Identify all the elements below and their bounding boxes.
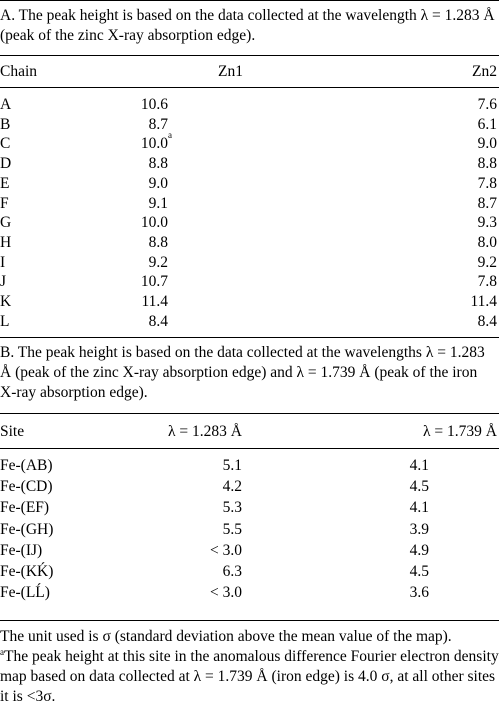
cell-lambda-1283: 5.1 <box>222 457 242 474</box>
header-lambda-1739: λ = 1.739 Å <box>423 423 497 440</box>
table-a-header <box>0 62 499 81</box>
footnote-a-text: The peak height at this site in the anomalous difference Fourier electron density map based on data collected at λ = 1.739 Å (iron edge) is 4.0 σ, at all other sites it is <3σ. <box>0 648 499 705</box>
cell-site: Fe-(CD) <box>0 478 53 496</box>
table-a-top-rule <box>0 0 499 1</box>
cell-zn1-value: 10.0 <box>140 135 168 153</box>
header-site: Site <box>0 423 25 440</box>
table-row <box>0 312 499 331</box>
cell-zn2: 7.8 <box>477 174 497 192</box>
table-row <box>0 174 499 193</box>
cell-chain: C <box>0 135 11 153</box>
cell-zn2: 6.1 <box>477 115 497 133</box>
table-row <box>0 272 499 291</box>
cell-lambda-1283: 4.2 <box>222 478 242 496</box>
cell-site: Fe-(LĹ) <box>0 584 50 602</box>
table-a-header-rule <box>0 87 499 88</box>
table-row <box>0 194 499 213</box>
header-zn1: Zn1 <box>218 63 243 80</box>
table-row <box>0 456 499 475</box>
header-zn2: Zn2 <box>472 63 497 80</box>
cell-site: Fe-(IJ) <box>0 541 43 559</box>
cell-zn1-value: 9.2 <box>148 253 168 271</box>
cell-zn1-value: 8.8 <box>148 233 168 251</box>
cell-zn1-value: 8.8 <box>148 155 168 173</box>
cell-zn2: 8.0 <box>477 233 497 251</box>
cell-zn1 <box>141 95 168 114</box>
cell-zn1-value: 11.4 <box>141 293 168 310</box>
cell-site: Fe-(GH) <box>0 520 54 538</box>
cell-zn1-value: 10.6 <box>140 96 168 113</box>
table-b-caption-rule <box>0 413 499 414</box>
table-row <box>0 130 499 153</box>
cell-chain: B <box>0 115 11 133</box>
table-b-caption: B. The peak height is based on the data collected at the wavelengths λ = 1.283 Å (peak of the zinc X-ray absorption edge) and λ = 1.739 Å (peak of the iron X-ray absorption edge). <box>0 344 485 401</box>
header-chain: Chain <box>0 63 38 80</box>
cell-zn1-value: 8.4 <box>148 312 168 330</box>
table-row <box>0 477 499 496</box>
table-row <box>0 292 499 311</box>
cell-chain: E <box>0 174 10 192</box>
footnote-a-marker: a <box>0 647 4 657</box>
table-a-caption-rule <box>0 55 499 56</box>
cell-site: Fe-(EF) <box>0 499 50 517</box>
table-row <box>0 213 499 232</box>
table-b-header-rule <box>0 448 499 449</box>
table-b-bottom-rule <box>0 620 499 621</box>
cell-zn2: 8.7 <box>477 194 497 212</box>
cell-zn1 <box>141 272 168 291</box>
cell-chain: K <box>0 293 12 310</box>
cell-zn2: 9.2 <box>477 253 497 271</box>
cell-lambda-1283: < 3.0 <box>210 541 242 559</box>
table-row <box>0 115 499 134</box>
footnote-unit: The unit used is σ (standard deviation above the mean value of the map). <box>0 628 452 645</box>
cell-chain: L <box>0 312 10 330</box>
cell-chain: J <box>0 273 7 291</box>
cell-zn2: 8.8 <box>477 155 497 173</box>
table-b-header <box>0 422 499 441</box>
cell-zn1 <box>149 233 168 252</box>
cell-zn2: 9.0 <box>477 135 497 153</box>
cell-lambda-1739: 3.6 <box>409 584 429 602</box>
cell-lambda-1283: 6.3 <box>222 563 242 580</box>
cell-zn1 <box>149 115 168 134</box>
cell-site: Fe-(AB) <box>0 457 53 474</box>
cell-lambda-1739: 4.5 <box>409 563 429 580</box>
cell-lambda-1283: 5.5 <box>222 520 242 538</box>
cell-chain: A <box>0 96 12 113</box>
cell-zn1 <box>149 154 168 173</box>
footnote-a <box>0 647 499 707</box>
table-row <box>0 583 499 602</box>
cell-zn1-value: 10.0 <box>140 214 168 232</box>
cell-zn1 <box>141 292 168 311</box>
cell-zn1-value: 10.7 <box>140 273 168 291</box>
cell-zn1-value: 9.1 <box>148 194 168 212</box>
table-row <box>0 253 499 272</box>
cell-zn1-value: 9.0 <box>148 174 168 192</box>
cell-zn1-value: 8.7 <box>148 115 168 133</box>
cell-chain: D <box>0 155 12 173</box>
cell-lambda-1739: 4.9 <box>409 541 429 559</box>
cell-chain: H <box>0 233 12 251</box>
cell-zn1 <box>149 253 168 272</box>
cell-chain: I <box>0 253 6 271</box>
cell-zn2: 11.4 <box>470 293 497 310</box>
cell-zn2: 9.3 <box>477 214 497 232</box>
cell-lambda-1283: 5.3 <box>222 499 242 517</box>
cell-lambda-1739: 4.5 <box>409 478 429 496</box>
table-row <box>0 95 499 114</box>
cell-lambda-1739: 4.1 <box>409 499 429 517</box>
cell-zn2: 7.8 <box>477 273 497 291</box>
table-row <box>0 541 499 560</box>
table-row <box>0 520 499 539</box>
table-row <box>0 498 499 517</box>
cell-zn1 <box>149 194 168 213</box>
cell-site: Fe-(KḰ) <box>0 563 54 580</box>
cell-zn2: 8.4 <box>477 312 497 330</box>
cell-lambda-1739: 4.1 <box>409 457 429 474</box>
cell-zn1: 10.0 a <box>140 130 172 153</box>
cell-chain: G <box>0 214 12 232</box>
table-row <box>0 154 499 173</box>
header-lambda-1283: λ = 1.283 Å <box>168 423 242 440</box>
cell-lambda-1283: < 3.0 <box>210 584 242 602</box>
cell-zn2: 7.6 <box>477 96 497 113</box>
table-row <box>0 233 499 252</box>
cell-zn1 <box>149 312 168 331</box>
cell-lambda-1739: 3.9 <box>409 520 429 538</box>
cell-zn1 <box>141 213 168 232</box>
table-a-caption: A. The peak height is based on the data collected at the wavelength λ = 1.283 Å (peak of the zinc X-ray absorption edge). <box>0 7 495 44</box>
cell-chain: F <box>0 194 9 212</box>
table-a-bottom-rule <box>0 337 499 338</box>
cell-zn1 <box>149 174 168 193</box>
table-row <box>0 562 499 581</box>
